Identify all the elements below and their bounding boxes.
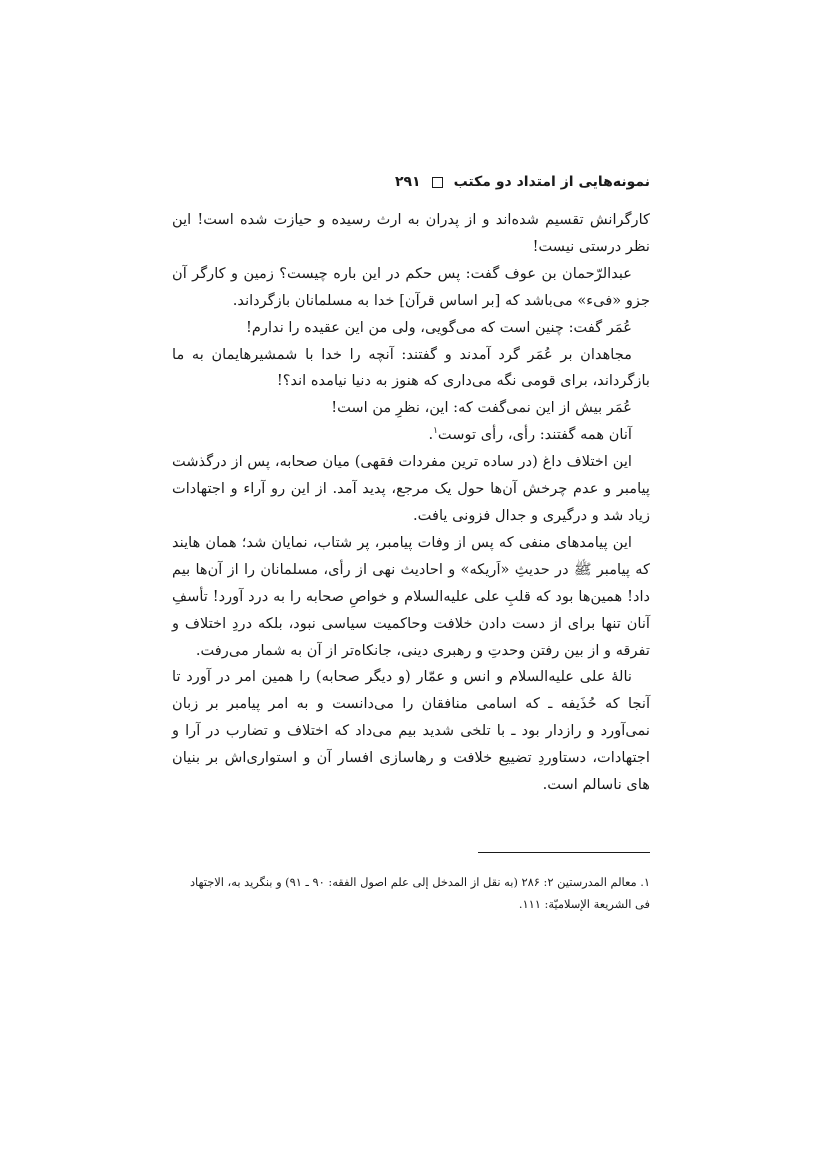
paragraph-4: مجاهدان بر عُمَر گرد آمدند و گفتند: آنچه را خدا با شمشیرهایمان به ما بازگرداند، برای قومی نگه می‌داری که هنوز به دنیا نیامده اند؟! (172, 345, 650, 390)
paragraph-1: کارگرانش تقسیم شده‌اند و از پدران به ارث رسیده و حیازت شده است! این نظر درستی نیست! (172, 211, 650, 255)
paragraph-5: عُمَر بیش از این نمی‌گفت که: این، نظرِ من است! (331, 399, 632, 417)
paragraph-7: این اختلاف داغ (در ساده ترین مفردات فقهی) میان صحابه، پس از درگذشت پیامبر و عدم چرخش آن‌ها حول یک مرجع، پدید آمد. از این رو آراء و اجتهادات زیاد شد و درگیری و جدال فزونی یافت. (172, 453, 650, 524)
footnote (172, 871, 650, 915)
square-ornament-icon (432, 177, 443, 188)
paragraph-2: عبدالرّحمان بن عوف گفت: پس حکم در این باره چیست؟ زمین و کارگر آن جزو «فیء» می‌باشد که [بر اساس قرآن] خدا به مسلمانان بازگرداند. (172, 264, 650, 309)
paragraph-9: نالهٔ علی علیه‌السلام و انس و عمّار (و دیگر صحابه) را همین امر در آورد تا آنجا که حُذَیفه ـ که اسامی منافقان را می‌دانست و به امر پیامبر بر زبان نمی‌آورد و رازدار بود ـ با تلخی شدید بیم می‌داد که اختلاف و تضارب در آرا و اجتهادات، دستاوردِ تضییع خلافت و رهاسازی افسار آن و استواری‌اش بر بنیان های ناسالم است. (172, 668, 650, 794)
paragraph-6-text: آنان همه گفتند: رأی، رأی توست (437, 426, 632, 444)
page-header (172, 170, 650, 194)
footnote-marker: ۱ (433, 426, 438, 437)
footnote-text: ۱. معالم المدرستین ۲: ۲۸۶ (به نقل از المدخل إلی علم اصول الفقه: ۹۰ ـ ۹۱) و بنگرید به، الاجتهاد فی الشریعة الإسلامیّة: ۱۱۱. (189, 875, 650, 911)
paragraph-8: این پیامدهای منفی که پس از وفات پیامبر، پر شتاب، نمایان شد؛ همان هایند که پیامبر ﷺ در حدیثِ «اَریکه» و احادیث نهی از رأی، مسلمانان را از آن‌ها بیم داد! همین‌ها بود که قلبِ علی علیه‌السلام و خواصِ صحابه را به درد آورد! تأسفِ آنان تنها برای از دست دادن خلافت وحاکمیت سیاسی نبود، بلکه دردِ اختلاف و تفرقه و از بین رفتن وحدتِ و رهبری دینی، جانکاه‌تر از آن به شمار می‌رفت. (172, 533, 650, 659)
footnote-divider (478, 852, 650, 853)
paragraph-3: عُمَر گفت: چنین است که می‌گویی، ولی من این عقیده را ندارم! (246, 318, 632, 336)
paragraph-6: آنان همه گفتند: رأی، رأی توست$^۱$. (428, 426, 632, 444)
page-number: ۲۹۱ (394, 174, 421, 190)
running-title: نمونه‌هایی از امتداد دو مکتب (453, 174, 650, 190)
body-text (172, 207, 650, 799)
